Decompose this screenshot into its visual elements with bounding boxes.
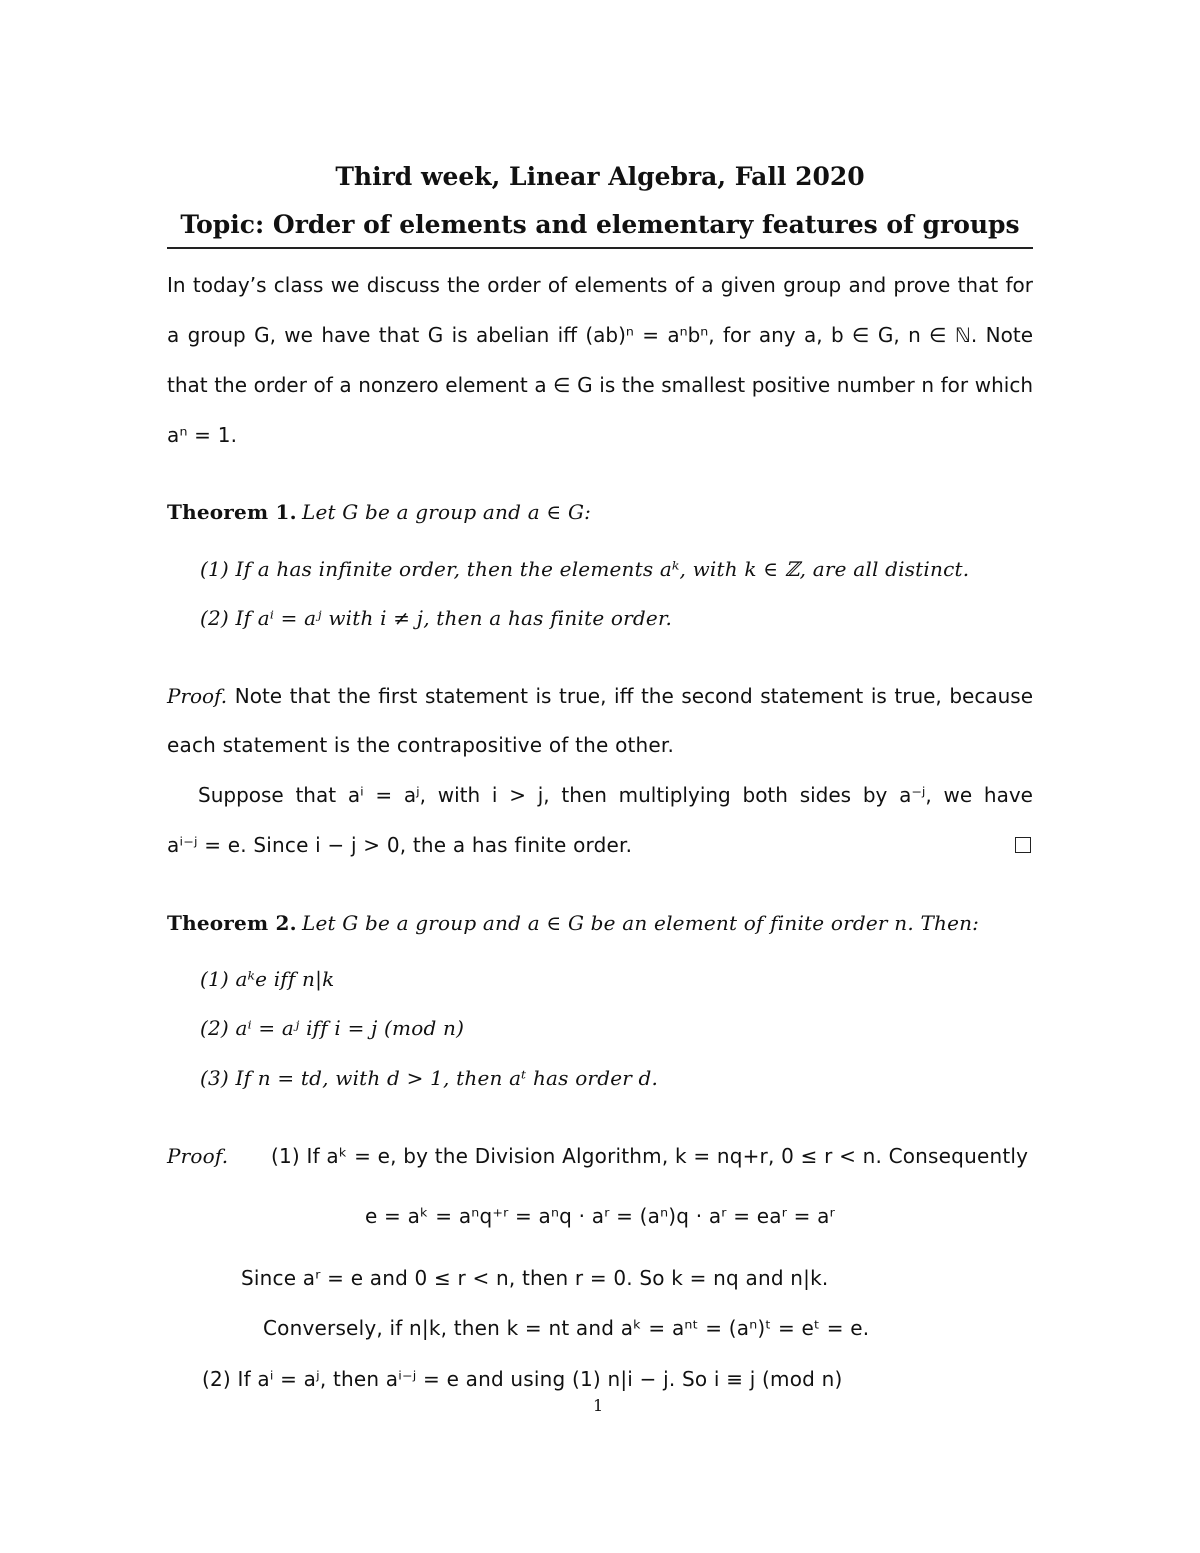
theorem-2-item-1: (1) aᵏe iff n|k (200, 967, 335, 991)
theorem-1-statement: Let G be a group and a ∈ G: (301, 500, 592, 524)
intro-line-2: a group G, we have that G is abelian iff (ab)ⁿ = aⁿbⁿ, for any a, b ∈ G, n ∈ ℕ. Note (167, 323, 1033, 347)
theorem-1 (167, 500, 591, 525)
proof-2-line-1-text: (1) If aᵏ = e, by the Division Algorithm, k = nq+r, 0 ≤ r < n. Consequently (271, 1144, 1029, 1168)
proof-2-equation: e = aᵏ = aⁿq⁺ʳ = aⁿq · aʳ = (aⁿ)q · aʳ = eaʳ = aʳ (365, 1204, 835, 1228)
proof-1-line-3: Suppose that aⁱ = aʲ, with i > j, then multiplying both sides by a⁻ʲ, we have (198, 783, 1033, 807)
proof-2-line-3: Conversely, if n|k, then k = nt and aᵏ = aⁿᵗ = (aⁿ)ᵗ = eᵗ = e. (263, 1316, 870, 1340)
proof-2-line-2: Since aʳ = e and 0 ≤ r < n, then r = 0. So k = nq and n|k. (241, 1266, 829, 1290)
proof-2-line-4: (2) If aⁱ = aʲ, then aⁱ⁻ʲ = e and using (1) n|i − j. So i ≡ j (mod n) (202, 1367, 843, 1391)
intro-line-1: In today’s class we discuss the order of elements of a given group and prove that for (167, 273, 1033, 297)
theorem-2-item-2: (2) aⁱ = aʲ iff i = j (mod n) (200, 1016, 465, 1040)
topic-heading: Topic: Order of elements and elementary features of groups (180, 210, 1020, 239)
proof-1-line-1 (167, 684, 1033, 708)
intro-line-4: aⁿ = 1. (167, 423, 238, 447)
proof-1-line-1-text: Note that the first statement is true, iff the second statement is true, because (234, 684, 1034, 708)
proof-1-line-4: aⁱ⁻ʲ = e. Since i − j > 0, the a has finite order. (167, 833, 633, 857)
proof-1-label: Proof. (167, 684, 228, 708)
theorem-2-item-3: (3) If n = td, with d > 1, then aᵗ has order d. (200, 1066, 659, 1090)
theorem-2 (167, 911, 979, 936)
proof-1-line-2: each statement is the contrapositive of the other. (167, 733, 675, 757)
theorem-1-item-1: (1) If a has infinite order, then the elements aᵏ, with k ∈ ℤ, are all distinct. (200, 557, 970, 581)
page-number: 1 (593, 1396, 604, 1415)
proof-2-line-1 (167, 1144, 1028, 1169)
theorem-2-statement: Let G be a group and a ∈ G be an element of finite order n. Then: (301, 911, 980, 935)
qed-box (1015, 837, 1031, 853)
theorem-1-item-2: (2) If aⁱ = aʲ with i ≠ j, then a has finite order. (200, 606, 673, 630)
document-title: Third week, Linear Algebra, Fall 2020 (335, 162, 865, 191)
theorem-2-label: Theorem 2. (167, 911, 297, 935)
title-rule (167, 247, 1033, 249)
proof-2-label: Proof. (167, 1144, 229, 1168)
intro-line-3: that the order of a nonzero element a ∈ G is the smallest positive number n for which (167, 373, 1033, 397)
theorem-1-label: Theorem 1. (167, 500, 297, 524)
